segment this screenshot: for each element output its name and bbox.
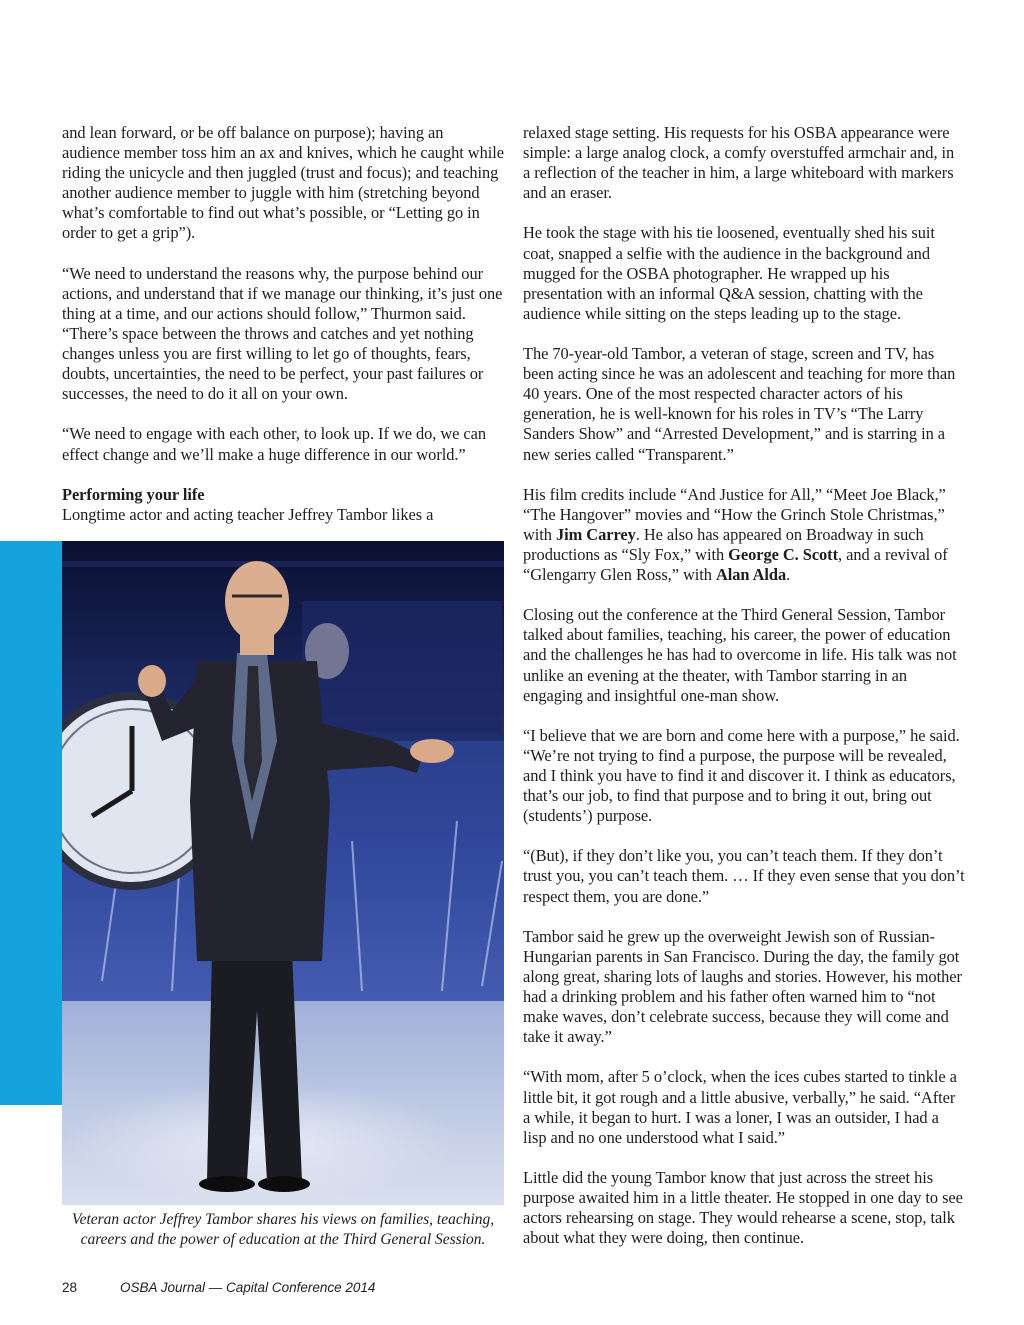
credits-text: . bbox=[786, 565, 791, 585]
body-paragraph: relaxed stage setting. His requests for his OSBA appearance were simple: a large analog clock, a comfy overstuffed armchair and, in a reflection of the teacher in him, a large whiteboard with markers and an eraser. bbox=[523, 123, 955, 203]
body-paragraph: He took the stage with his tie loosened, eventually shed his suit coat, snapped a selfie with the audience in the background and mugged for the OSBA photographer. He wrapped up his presentation with an informal Q&A session, chatting with the audience while sitting on the steps leading up to the stage. bbox=[523, 223, 935, 323]
person-name: Alan Alda bbox=[715, 565, 787, 585]
body-paragraph: Tambor said he grew up the overweight Jewish son of Russian-Hungarian parents in San Francisco. During the day, the family got along great, sharing lots of laughs and stories. However, his mother had a drinking problem and his father often warned him to “not make waves, don’t celebrate success, because they will come and take it away.” bbox=[523, 926, 962, 1047]
article-right-column bbox=[523, 123, 965, 1268]
section-subhead: Performing your life bbox=[62, 484, 205, 504]
body-paragraph: “I believe that we are born and come here with a purpose,” he said. “We’re not trying to find a purpose, the purpose will be revealed, and I think you have to find it and discover it. I think as educators, that’s our job, to find that purpose and to bring it out, bring out (students’) purpose. bbox=[523, 725, 960, 826]
body-paragraph: Little did the young Tambor know that just across the street his purpose awaited him in a little theater. He stopped in one day to see actors rehearsing on stage. They would rehearse a scene, stop, talk about what they were doing, then continue. bbox=[523, 1167, 963, 1248]
credits-text: His film credits include “And Justice for All,” “Meet Joe Black,” “The Hangover” movies and “How the Grinch Stole Christmas,” with bbox=[523, 484, 946, 544]
credits-text: . He also has appeared on Broadway in such productions as “Sly Fox,” with bbox=[523, 524, 924, 564]
section-intro bbox=[62, 485, 504, 525]
body-paragraph: “We need to engage with each other, to look up. If we do, we can effect change and we’ll make a huge difference in our world.” bbox=[62, 424, 487, 464]
body-paragraph: “With mom, after 5 o’clock, when the ices cubes started to tinkle a little bit, it got rough and a little abusive, verbally,” he said. “After a while, it began to hurt. I was a loner, I was an outsider, I had a lisp and no one understood what I said.” bbox=[523, 1067, 957, 1147]
body-paragraph: “We need to understand the reasons why, the purpose behind our actions, and understand that if we manage our thinking, it’s just one thing at a time, and our actions should follow,” Thurmon said. “There’s space between the throws and catches and yet nothing changes unless you are first willing to let go of thoughts, fears, doubts, uncertainties, the need to be perfect, your past failures or successes, the need to do it all on your own. bbox=[62, 263, 503, 404]
body-paragraph: Closing out the conference at the Third General Session, Tambor talked about families, teaching, his career, the power of education and the challenges he has had to overcome in life. His talk was not unlike an evening at the theater, with Tambor starring in an engaging and insightful one-man show. bbox=[523, 605, 957, 705]
body-paragraph: “(But), if they don’t like you, you can’t teach them. If they don’t trust you, you can’t teach them. … If they even sense that you don’t respect them, you are done.” bbox=[523, 846, 965, 906]
film-credits-paragraph bbox=[523, 485, 965, 585]
article-left-column bbox=[62, 123, 504, 545]
credits-text: , and a revival of “Glengarry Glen Ross,” with bbox=[523, 544, 948, 585]
body-paragraph: The 70-year-old Tambor, a veteran of stage, screen and TV, has been acting since he was an adolescent and teaching for more than 40 years. One of the most respected character actors of his generation, he is well-known for his roles in TV’s “The Larry Sanders Show” and “Arrested Development,” and is starring in a new series called “Transparent.” bbox=[523, 344, 956, 464]
person-name: Jim Carrey bbox=[556, 524, 636, 544]
accent-bar bbox=[0, 541, 62, 1105]
person-name: George C. Scott bbox=[728, 544, 839, 564]
photo-caption: Veteran actor Jeffrey Tambor shares his views on families, teaching, careers and the power of education at the Third General Session. bbox=[71, 1211, 495, 1248]
page-number: 28 bbox=[62, 1280, 78, 1295]
page-footer bbox=[62, 1280, 375, 1295]
publication-name: OSBA Journal — Capital Conference 2014 bbox=[120, 1280, 376, 1295]
subhead-lead-text: Longtime actor and acting teacher Jeffrey Tambor likes a bbox=[62, 504, 434, 524]
speaker-photo bbox=[62, 541, 504, 1205]
body-paragraph: and lean forward, or be off balance on purpose); having an audience member toss him an ax and knives, which he caught while riding the unicycle and then juggled (trust and focus); and teaching another audience member to juggle with him (stretching beyond what’s comfortable to find out what’s possible, or “Letting go in order to get a grip”). bbox=[62, 123, 504, 243]
